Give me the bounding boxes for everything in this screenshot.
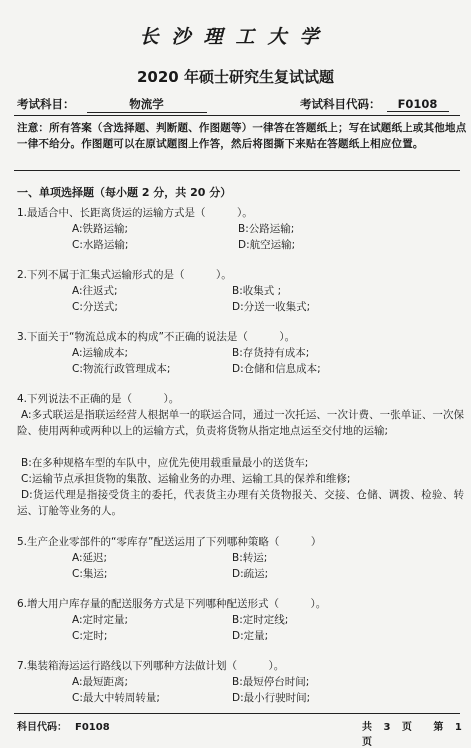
code-info bbox=[300, 96, 449, 112]
university-name: 长沙理工大学 bbox=[139, 26, 332, 48]
question-5-option-d: D:疏运; bbox=[232, 568, 269, 580]
question-4-stem: 4.下列说法不正确的是（ ）。 bbox=[17, 393, 180, 405]
question-2-stem: 2.下列不属于汇集式运输形式的是（ ）。 bbox=[17, 269, 232, 281]
question-4-option-b: B:在多种规格车型的车队中，应优先使用载重量最小的送货车; bbox=[21, 457, 309, 469]
footer-total-pages: 共 3 页 bbox=[362, 722, 412, 733]
question-1-option-a: A:铁路运输; bbox=[72, 223, 129, 235]
question-7-option-b: B:最短停台时间; bbox=[232, 676, 310, 688]
code-value: F0108 bbox=[387, 97, 449, 112]
question-5-stem: 5.生产企业零部件的“零库存”配送运用了下列哪种策略（ ） bbox=[17, 536, 322, 548]
divider-top bbox=[14, 115, 460, 116]
section-title: 一、单项选择题（每小题 2 分，共 20 分） bbox=[17, 186, 232, 199]
subject-value: 物流学 bbox=[87, 96, 207, 113]
question-5-option-c: C:集运; bbox=[72, 568, 108, 580]
question-6-stem: 6.增大用户库存量的配送服务方式是下列哪种配送形式（ ）。 bbox=[17, 598, 327, 610]
code-label: 考试科目代码： bbox=[300, 97, 381, 111]
question-3-option-c: C:物流行政管理成本; bbox=[72, 363, 171, 375]
question-7-option-c: C:最大中转周转量; bbox=[72, 692, 160, 704]
question-6-option-a: A:定时定量; bbox=[72, 614, 129, 626]
question-2-option-d: D:分送一收集式; bbox=[232, 301, 311, 313]
footer-page-number: 第 1 页 bbox=[362, 722, 462, 748]
question-5-option-b: B:转运; bbox=[232, 552, 268, 564]
footer-code-value: F0108 bbox=[75, 722, 110, 733]
subject-info bbox=[17, 96, 207, 113]
question-2-option-b: B:收集式 ; bbox=[232, 285, 282, 297]
question-1-option-c: C:水路运输; bbox=[72, 239, 129, 251]
question-7-stem: 7.集装箱海运运行路线以下列哪种方法做计划（ ）。 bbox=[17, 660, 285, 672]
question-5-option-a: A:延迟; bbox=[72, 552, 108, 564]
question-6-option-b: B:定时定线; bbox=[232, 614, 289, 626]
subject-label: 考试科目： bbox=[17, 97, 75, 111]
question-1-option-b: B:公路运输; bbox=[238, 223, 295, 235]
question-3-option-d: D:仓储和信息成本; bbox=[232, 363, 321, 375]
footer-code-label: 科目代码： bbox=[17, 722, 67, 733]
question-4-option-d: D:货运代理是指接受货主的委托，代表货主办理有关货物报关、交接、仓储、调拨、检验、转运、订舱等业务的人。 bbox=[17, 489, 464, 517]
notice-text: 注意：所有答案（含选择题、判断题、作图题等）一律答在答题纸上；写在试题纸上或其他地点一律不给分。作图题可以在原试题图上作答，然后将图撕下来贴在答题纸上相应位置。 bbox=[17, 122, 467, 150]
divider-notice bbox=[14, 170, 460, 171]
question-2-option-a: A:往返式; bbox=[72, 285, 118, 297]
footer-code bbox=[17, 718, 110, 733]
question-4-option-c: C:运输节点承担货物的集散、运输业务的办理、运输工具的保养和维修; bbox=[21, 473, 351, 485]
divider-footer bbox=[14, 713, 460, 714]
question-6-option-c: C:定时; bbox=[72, 630, 108, 642]
question-4-option-a: A:多式联运是指联运经营人根据单一的联运合同，通过一次托运、一次计费、一张单证、一次保险、使用两种或两种以上的运输方式，负责将货物从指定地点运至交付地的运输; bbox=[17, 409, 464, 437]
exam-title: 2020 年硕士研究生复试试题 bbox=[137, 68, 334, 86]
question-2-option-c: C:分送式; bbox=[72, 301, 118, 313]
question-7-option-d: D:最小行驶时间; bbox=[232, 692, 311, 704]
question-1-stem: 1.最适合中、长距离货运的运输方式是（ ）。 bbox=[17, 207, 253, 219]
question-6-option-d: D:定量; bbox=[232, 630, 269, 642]
footer-pages bbox=[362, 718, 471, 748]
question-3-option-a: A:运输成本; bbox=[72, 347, 129, 359]
question-1-option-d: D:航空运输; bbox=[238, 239, 296, 251]
question-7-option-a: A:最短距离; bbox=[72, 676, 129, 688]
question-3-stem: 3.下面关于“物流总成本的构成”不正确的说法是（ ）。 bbox=[17, 331, 296, 343]
question-3-option-b: B:存货持有成本; bbox=[232, 347, 310, 359]
